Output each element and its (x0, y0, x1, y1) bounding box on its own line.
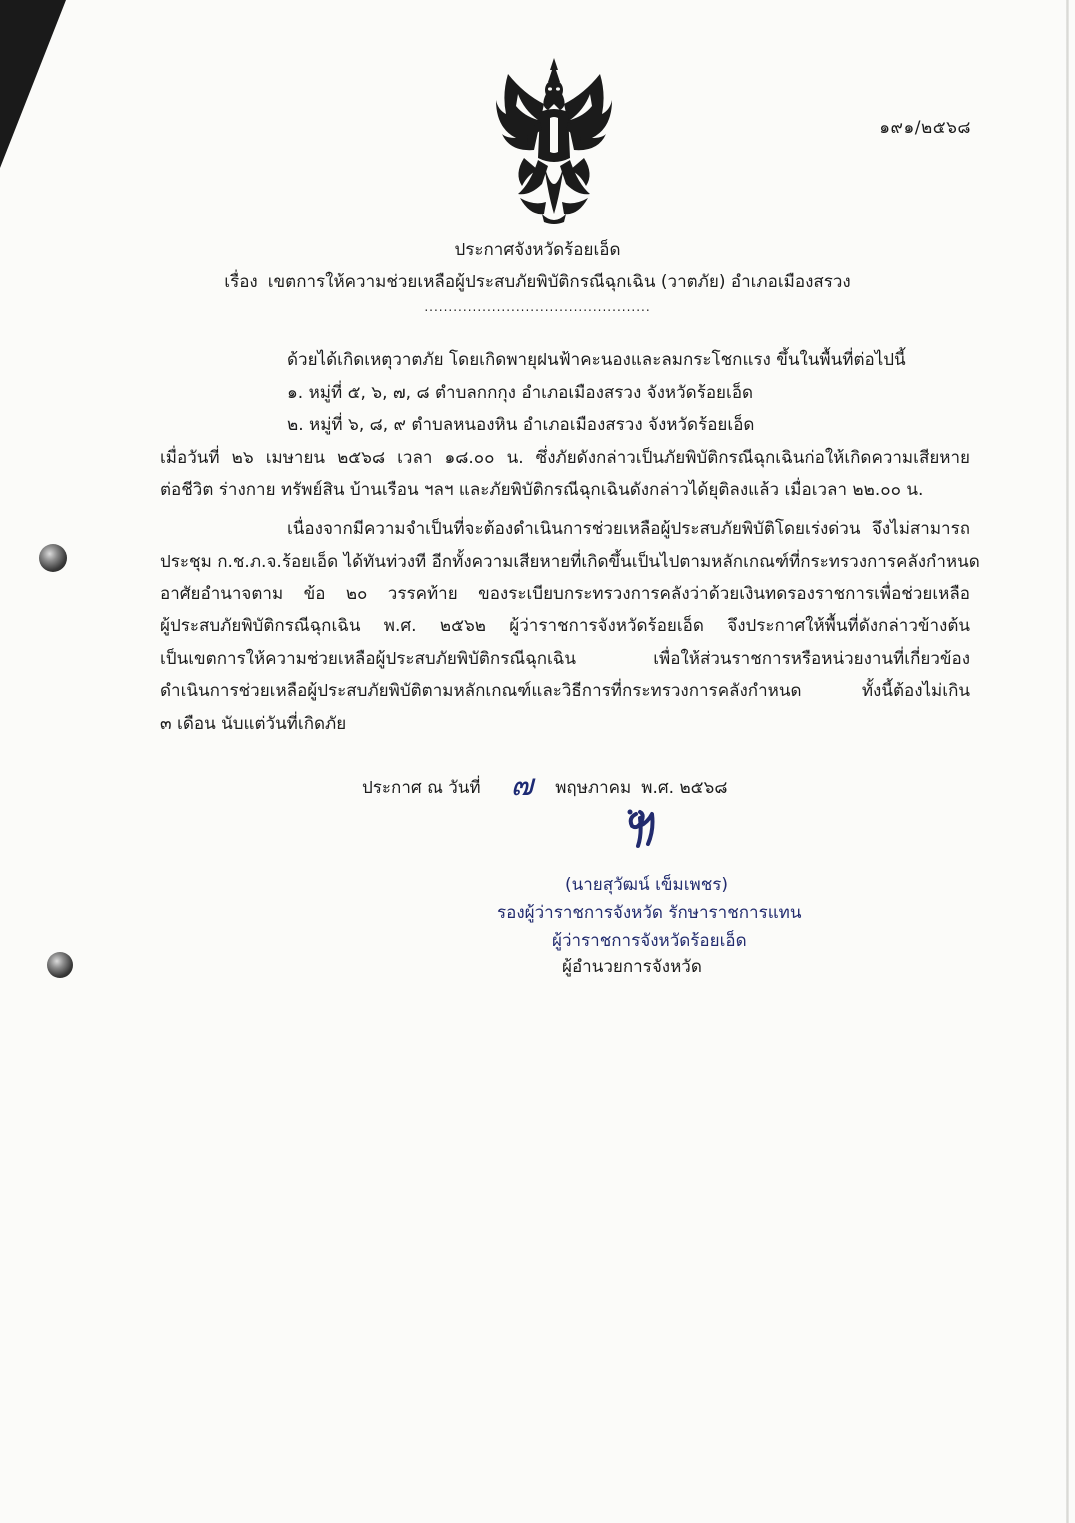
signer-position: รองผู้ว่าราชการจังหวัด รักษาราชการแทน (497, 903, 802, 923)
date-day-handwritten: ๗ (510, 768, 534, 803)
subject-text: เขตการให้ความช่วยเหลือผู้ประสบภัยพิบัติกรณีฉุกเฉิน (วาตภัย) อำเภอเมืองสรวง (267, 272, 851, 292)
punch-hole-lower (47, 952, 73, 978)
para2-line-5: เป็นเขตการให้ความช่วยเหลือผู้ประสบภัยพิบัติกรณีฉุกเฉิน เพื่อให้ส่วนราชการหรือหน่วยงานที่เกี่ยวข้อง (160, 649, 970, 669)
signer-name: (นายสุวัฒน์ เข็มเพชร) (565, 875, 729, 895)
para2-line-1: เนื่องจากมีความจำเป็นที่จะต้องดำเนินการช่วยเหลือผู้ประสบภัยพิบัติโดยเร่งด่วน จึงไม่สามารถ (287, 519, 970, 539)
divider-dots: ............................................... (424, 300, 651, 314)
handwritten-signature (618, 800, 668, 850)
para2-line-4: ผู้ประสบภัยพิบัติกรณีฉุกเฉิน พ.ศ. ๒๕๖๒ ผู้ว่าราชการจังหวัดร้อยเอ็ด จึงประกาศให้พื้นที่ดังกล่าวข้างต้น (160, 616, 970, 636)
garuda-emblem-icon (494, 54, 614, 226)
signer-position-3: ผู้อำนวยการจังหวัด (562, 957, 702, 977)
para1-line-2: ต่อชีวิต ร่างกาย ทรัพย์สิน บ้านเรือน ฯลฯ และภัยพิบัติกรณีฉุกเฉินดังกล่าวได้ยุติลงแล้ว เมื่อเวลา ๒๒.๐๐ น. (160, 480, 924, 500)
para2-line-2: ประชุม ก.ช.ภ.จ.ร้อยเอ็ด ได้ทันท่วงที อีกทั้งความเสียหายที่เกิดขึ้นเป็นไปตามหลักเกณฑ์ที่กระทรวงการคลังกำหนด (160, 552, 980, 572)
date-month: พฤษภาคม (555, 778, 632, 798)
para1-item-1: ๑. หมู่ที่ ๕, ๖, ๗, ๘ ตำบลกกกุง อำเภอเมืองสรวง จังหวัดร้อยเอ็ด (287, 383, 754, 403)
announcement-title: ประกาศจังหวัดร้อยเอ็ด (454, 240, 621, 260)
date-prefix: ประกาศ ณ วันที่ (362, 778, 481, 798)
para2-line-3: อาศัยอำนาจตาม ข้อ ๒๐ วรรคท้าย ของระเบียบกระทรวงการคลังว่าด้วยเงินทดรองราชการเพื่อช่วยเหลือ (160, 584, 970, 604)
para1-intro: ด้วยได้เกิดเหตุวาตภัย โดยเกิดพายุฝนฟ้าคะนองและลมกระโชกแรง ขึ้นในพื้นที่ต่อไปนี้ (287, 350, 906, 370)
announcement-subject (0, 268, 1075, 295)
para2-line-7: ๓ เดือน นับแต่วันที่เกิดภัย (160, 714, 347, 734)
punch-hole-upper (39, 544, 67, 572)
announcement-date (362, 760, 727, 807)
date-year: พ.ศ. ๒๕๖๘ (641, 778, 728, 798)
subject-label: เรื่อง (224, 272, 258, 292)
para2-line-6: ดำเนินการช่วยเหลือผู้ประสบภัยพิบัติตามหลักเกณฑ์และวิธีการที่กระทรวงการคลังกำหนด ทั้งนี้ต้องไม่เกิน (160, 681, 970, 701)
para1-item-2: ๒. หมู่ที่ ๖, ๘, ๙ ตำบลหนองหิน อำเภอเมืองสรวง จังหวัดร้อยเอ็ด (287, 415, 755, 435)
stacked-paper-edge (1066, 0, 1069, 1523)
document-number: ๑๙๑/๒๕๖๘ (879, 118, 971, 138)
para1-line-1: เมื่อวันที่ ๒๖ เมษายน ๒๕๖๘ เวลา ๑๘.๐๐ น. ซึ่งภัยดังกล่าวเป็นภัยพิบัติกรณีฉุกเฉินก่อให้เกิดความเสียหาย (160, 448, 970, 468)
signer-position-2: ผู้ว่าราชการจังหวัดร้อยเอ็ด (552, 931, 747, 951)
